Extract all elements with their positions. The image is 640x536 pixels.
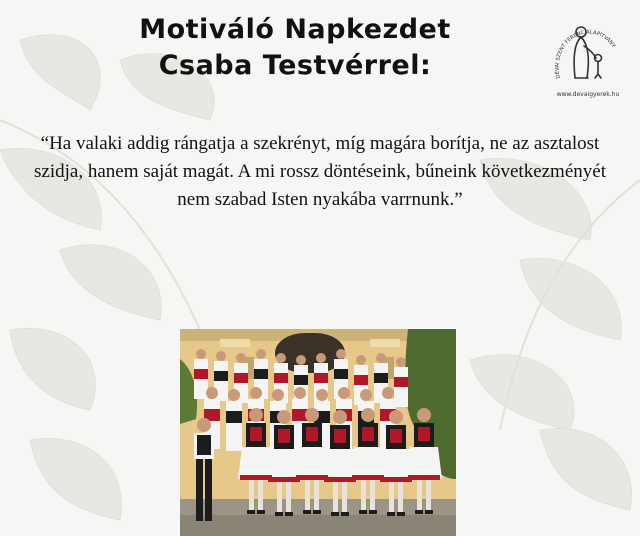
quote-text: “Ha valaki addig rángatja a szekrényt, míg magára borítja, ne az asztalost szidja, hanem saját magát. A mi rossz döntéseink, bűneink következményét nem szabad Isten nyakába varrnunk.” <box>34 133 606 210</box>
title-line-2: Csaba Testvérrel: <box>158 50 432 81</box>
title-line-1: Motiváló Napkezdet <box>139 14 451 45</box>
foundation-logo-icon <box>548 8 628 104</box>
logo-arc-text: DÉVAI SZENT FERENC ALAPÍTVÁNY <box>554 29 617 79</box>
svg-text:DÉVAI SZENT FERENC ALAPÍTVÁNY <box>553 30 617 79</box>
choir-group-photo <box>180 329 456 536</box>
page-title <box>100 12 490 84</box>
logo-url: www.devaigyerek.hu <box>556 91 620 98</box>
